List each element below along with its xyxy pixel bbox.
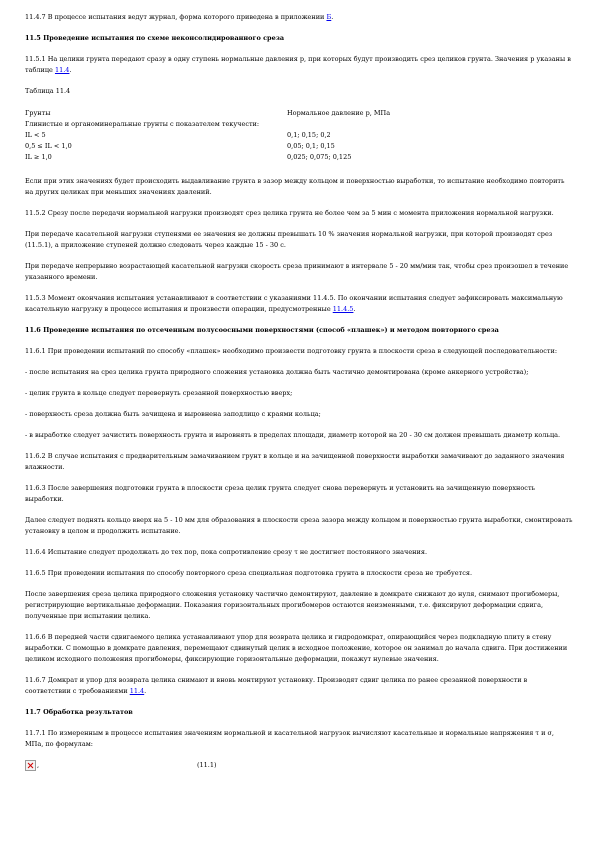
list-item: - поверхность среза должна быть зачищена и выровнена заподлицо с краями кольца; bbox=[25, 410, 321, 418]
paragraph: Если при этих значениях будет происходить выдавливание грунта в зазор между кольцом и поверхностью выработки, то испытание необходимо повторить на других целиках при меньших значениях давлений. bbox=[25, 177, 565, 196]
table-row bbox=[25, 153, 573, 164]
paragraph-text: 11.5.1 На целики грунта передают сразу в одну ступень нормальные давления p, при которых будут производить срез целиков грунта. Значения p указаны в таблице bbox=[25, 55, 571, 74]
table-header-cell: Грунты bbox=[25, 109, 51, 117]
paragraph-end: . bbox=[331, 13, 334, 21]
paragraph-11-6-6: 11.6.6 В передней части сдвигаемого целика устанавливают упор для возврата целика и гидродомкрат, опирающийся через подкладную плиту в стену выработки. С помощью в домкрате давления, перемещают сдвинутый целик в исходное положение, которое он занимал до начала сдвига. При достижении целиком исходного положения прогибомеры, фиксирующие горизонтальные деформации, покажут нулевые значения. bbox=[25, 633, 568, 663]
paragraph-11-5-1 bbox=[25, 54, 573, 76]
table-cell: 0,025; 0,075; 0,125 bbox=[287, 153, 352, 161]
section-heading-11-6: 11.6 Проведение испытания по отсеченным полусоосными поверхностями (способ «плашек») и методом повторного среза bbox=[25, 326, 499, 334]
paragraph: Далее следует поднять кольцо вверх на 5 - 10 мм для образования в плоскости среза зазора между кольцом и поверхностью грунта выработки, смонтировать установку в целом и продолжить испытание. bbox=[25, 516, 573, 535]
paragraph: После завершения среза целика природного сложения установку частично демонтируют, давление в домкрате снижают до нуля, снимают прогибомеры, регистрирующие вертикальные деформации. Показания горизонтальных прогибомеров остаются неизменными, т.е. фиксируют деформации сдвига, полученные при испытании целика. bbox=[25, 590, 560, 620]
pressure-table bbox=[25, 109, 573, 164]
paragraph-11-5-2: 11.5.2 Срезу после передачи нормальной нагрузки производят срез целика грунта не более чем за 5 мин с момента приложения нормальной нагрузки. bbox=[25, 209, 554, 217]
table-cell: 0,05; 0,1; 0,15 bbox=[287, 142, 335, 150]
paragraph-11-6-7 bbox=[25, 675, 573, 697]
table-header-row bbox=[25, 109, 573, 120]
document-page bbox=[25, 12, 573, 774]
table-cell: IL < 5 bbox=[25, 131, 46, 139]
paragraph-11-6-5: 11.6.5 При проведении испытания по способу повторного среза специальная подготовка грунта в плоскости среза не требуется. bbox=[25, 569, 473, 577]
table-11-4-link[interactable]: 11.4 bbox=[54, 66, 70, 74]
paragraph-11-4-7 bbox=[25, 12, 573, 23]
formula-separator: , bbox=[37, 761, 40, 769]
paragraph-11-6-4: 11.6.4 Испытание следует продолжать до тех пор, пока сопротивление срезу τ не достигнет постоянного значения. bbox=[25, 548, 428, 556]
appendix-b-link[interactable]: Б bbox=[326, 13, 332, 21]
paragraph-end: . bbox=[69, 66, 72, 74]
section-heading-11-5: 11.5 Проведение испытания по схеме неконсолидированного среза bbox=[25, 34, 285, 42]
paragraph-11-6-1: 11.6.1 При проведении испытаний по способу «плашек» необходимо произвести подготовку грунта в плоскости среза в следующей последовательности: bbox=[25, 347, 558, 355]
table-row bbox=[25, 131, 573, 142]
formula-row bbox=[25, 760, 573, 774]
paragraph-11-6-3: 11.6.3 После завершения подготовки грунта в плоскости среза целик грунта следует снова перевернуть и установить на зачищенную поверхность выработки. bbox=[25, 484, 536, 503]
list-item: - после испытания на срез целика грунта природного сложения установка должна быть частично демонтирована (кроме анкерного устройства); bbox=[25, 368, 529, 376]
table-row bbox=[25, 142, 573, 153]
table-cell: 0,5 ≤ IL < 1,0 bbox=[25, 142, 72, 150]
paragraph-text: 11.6.7 Домкрат и упор для возврата целика снимают и вновь монтируют установку. Производят сдвиг целика по ранее срезанной поверхности в соответствии с требованиями bbox=[25, 676, 528, 695]
paragraph-text: 11.4.7 В процессе испытания ведут журнал, форма которого приведена в приложении bbox=[25, 13, 327, 21]
section-heading-11-7: 11.7 Обработка результатов bbox=[25, 708, 133, 716]
paragraph-11-5-3 bbox=[25, 293, 573, 315]
broken-image-icon bbox=[25, 760, 36, 771]
table-cell: IL ≥ 1,0 bbox=[25, 153, 52, 161]
table-cell: 0,1; 0,15; 0,2 bbox=[287, 131, 331, 139]
clause-11-4-link[interactable]: 11.4 bbox=[129, 687, 145, 695]
paragraph-11-6-2: 11.6.2 В случае испытания с предварительным замачиванием грунт в кольце и на зачищенной поверхности выработки замачивают до заданного значения влажности. bbox=[25, 452, 565, 471]
paragraph-end: . bbox=[144, 687, 147, 695]
table-caption: Таблица 11.4 bbox=[25, 87, 71, 95]
table-header-cell: Нормальное давление p, МПа bbox=[287, 109, 391, 117]
list-item: - целик грунта в кольце следует перевернуть срезанной поверхностью вверх; bbox=[25, 389, 293, 397]
table-subheader: Глинистые и органоминеральные грунты с показателем текучести: bbox=[25, 120, 260, 128]
paragraph-11-7-1: 11.7.1 По измеренным в процессе испытания значениям нормальной и касательной нагрузок вычисляют касательные и нормальные напряжения τ и σ, МПа, по формулам: bbox=[25, 729, 554, 748]
formula-number: (11.1) bbox=[197, 761, 217, 769]
paragraph-end: . bbox=[353, 305, 356, 313]
paragraph-text: 11.5.3 Момент окончания испытания устанавливают в соответствии с указаниями 11.4.5. По окончании испытания следует зафиксировать максимальную касательную нагрузку в процессе испытания и произвести операции, предусмотренные bbox=[25, 294, 563, 313]
clause-11-4-5-link[interactable]: 11.4.5 bbox=[332, 305, 354, 313]
paragraph: При передаче касательной нагрузки ступенями ее значения не должны превышать 10 % значения нормальной нагрузки, при которой производят срез (11.5.1), а приложение ступеней должно следовать через каждые 15 - 30 с. bbox=[25, 230, 553, 249]
paragraph: При передаче непрерывно возрастающей касательной нагрузки скорость среза принимают в интервале 5 - 20 мм/мин так, чтобы срез произошел в течение указанного времени. bbox=[25, 262, 569, 281]
list-item: - в выработке следует зачистить поверхность грунта и выровнять в пределах площади, диаметр которой на 20 - 30 см должен превышать диаметр кольца. bbox=[25, 431, 561, 439]
table-row bbox=[25, 120, 573, 131]
